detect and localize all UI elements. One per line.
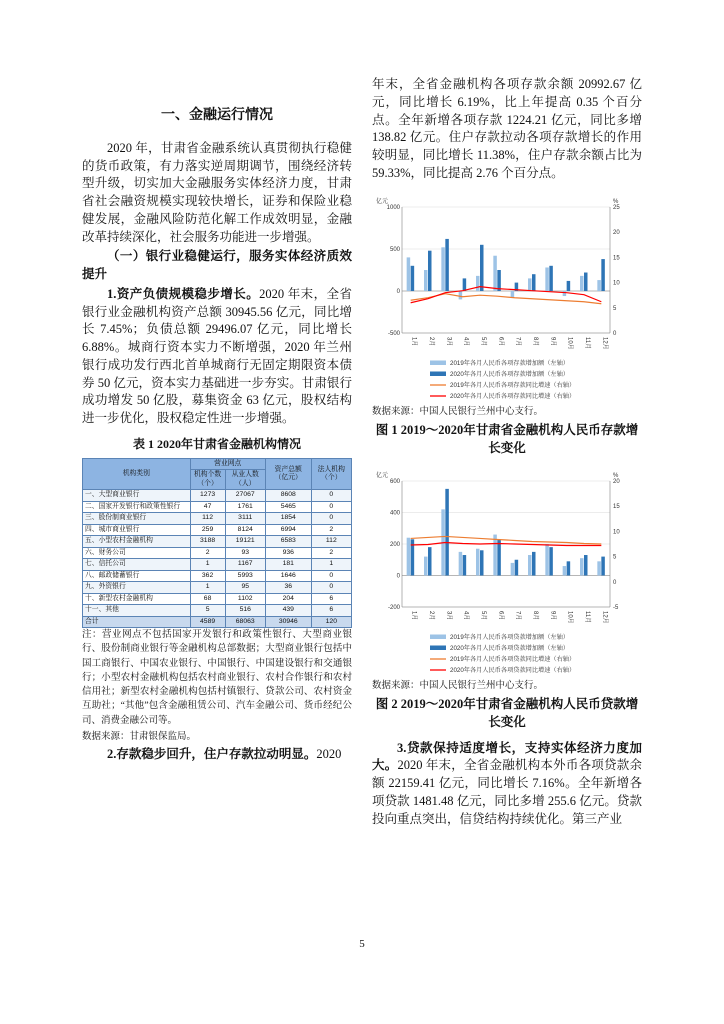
svg-text:3月: 3月: [445, 336, 452, 346]
row-value: 936: [265, 547, 311, 558]
row-value: 5: [190, 605, 225, 616]
paragraph-assets: [82, 286, 352, 428]
row-value: 112: [190, 513, 225, 524]
svg-text:2019年各月人民币各项存款同比增速（右轴）: 2019年各月人民币各项存款同比增速（右轴）: [450, 381, 576, 389]
row-value: 68: [190, 593, 225, 604]
svg-text:2月: 2月: [428, 611, 434, 621]
row-value: 181: [265, 559, 311, 570]
row-label: 一、大型商业银行: [83, 490, 191, 501]
row-value: 0: [311, 501, 351, 512]
paragraph-overview: 2020 年，甘肃省金融系统认真贯彻执行稳健的货币政策，有力落实逆周期调节，围绕经济转型升级，切实加大金融服务实体经济力度，甘肃省社会融资规模实现较快增长，证券和保险业稳健发展，金融风险防范化解工作成效明显，金融改革持续深化，社会服务功能进一步增强。: [82, 140, 352, 244]
svg-text:4月: 4月: [462, 611, 469, 621]
svg-text:-5: -5: [613, 605, 619, 611]
row-value: 68063: [225, 616, 265, 627]
table-row: [83, 513, 352, 524]
svg-text:5月: 5月: [480, 336, 486, 346]
paragraph-body: 2020 年末，全省银行业金融机构资产总额 30945.56 亿元，同比增长 7.45%；负债总额 29496.07 亿元，同比增长 6.88%。城商行资本实力不断增强，2020 年兰州银行成功发行西北首单城商行无固定期限资本债券 50 亿元，资本实力基础进一步夯实。甘肃银行成功增发 50 亿股，募集资金 63 亿元，股权结构进一步优化，股权稳定性进一步增强。: [82, 286, 352, 426]
svg-text:9月: 9月: [549, 336, 556, 346]
svg-text:10月: 10月: [566, 611, 573, 624]
svg-text:%: %: [613, 473, 619, 479]
row-value: 6994: [265, 524, 311, 535]
svg-text:200: 200: [389, 542, 400, 548]
svg-text:7月: 7月: [514, 336, 521, 346]
two-column-layout: [82, 76, 642, 830]
table-row: [83, 501, 352, 512]
svg-text:12月: 12月: [601, 336, 608, 350]
row-value: 0: [311, 582, 351, 593]
row-value: 439: [265, 605, 311, 616]
svg-text:9月: 9月: [549, 611, 556, 621]
institutions-table: [82, 458, 352, 628]
svg-text:10: 10: [613, 280, 620, 287]
paragraph-loans: [372, 740, 642, 829]
row-value: 0: [311, 513, 351, 524]
figure-loan-growth: [372, 469, 642, 732]
svg-text:8月: 8月: [532, 611, 538, 621]
row-value: 4589: [190, 616, 225, 627]
row-value: 5993: [225, 570, 265, 581]
svg-text:1000: 1000: [386, 204, 400, 211]
row-label: 九、外资银行: [83, 582, 191, 593]
col-header-count: 机构个数（个）: [190, 470, 225, 490]
row-value: 1761: [225, 501, 265, 512]
table-caption: 表 1 2020年甘肃省金融机构情况: [132, 436, 301, 451]
svg-text:2020年各月人民币各项存款增加额（左轴）: 2020年各月人民币各项存款增加额（左轴）: [450, 370, 569, 378]
row-value: 6: [311, 593, 351, 604]
row-value: 516: [225, 605, 265, 616]
row-label: 二、国家开发银行和政策性银行: [83, 501, 191, 512]
col-header-legal: 法人机构（个）: [311, 458, 351, 489]
table-row: [83, 490, 352, 501]
section-heading: 一、金融运行情况: [161, 108, 273, 123]
col-header-category: 机构类别: [83, 458, 191, 489]
table-row: [83, 524, 352, 535]
table-row: [83, 593, 352, 604]
svg-text:0: 0: [396, 573, 400, 580]
figure-caption: 图 2 2019～2020年甘肃省金融机构人民币贷款增长变化: [375, 697, 639, 730]
row-value: 112: [311, 536, 351, 547]
svg-text:5: 5: [613, 305, 617, 312]
row-value: 120: [311, 616, 351, 627]
row-value: 6: [311, 605, 351, 616]
svg-text:亿元: 亿元: [376, 473, 389, 479]
col-header-staff: 从业人数（人）: [225, 470, 265, 490]
row-value: 3111: [225, 513, 265, 524]
svg-text:2020年各月人民币各项存款同比增速（右轴）: 2020年各月人民币各项存款同比增速（右轴）: [450, 392, 576, 400]
table-source: 数据来源：甘肃银保监局。: [82, 731, 197, 742]
table-row: [83, 547, 352, 558]
paragraph-lead: 3.贷款保持适度增长，支持实体经济力度加大。: [372, 740, 642, 773]
col-header-network: 营业网点: [190, 458, 265, 469]
svg-text:2019年各月人民币各项存款增加额（左轴）: 2019年各月人民币各项存款增加额（左轴）: [450, 359, 569, 367]
paragraph-body: 2020: [316, 747, 342, 762]
svg-text:3月: 3月: [445, 611, 452, 621]
row-value: 1646: [265, 570, 311, 581]
paragraph-deposits-intro: [82, 746, 352, 764]
institutions-table-header: [83, 458, 352, 489]
subsection-heading: （一）银行业稳健运行，服务实体经济质效提升: [82, 249, 352, 282]
paragraph-deposits: 年末，全省金融机构各项存款余额 20992.67 亿元，同比增长 6.19%，比上年提高 0.35 个百分点。全年新增各项存款 1224.21 亿元，同比多增 138.82 亿元。住户存款拉动各项存款增长的作用较明显，同比增长 11.38%，住户存款余额占比为 59.33%，同比提高 2.76 个百分点。: [372, 77, 642, 180]
svg-text:400: 400: [389, 510, 400, 517]
table-note: 注：营业网点不包括国家开发银行和政策性银行、大型商业银行、股份制商业银行等金融机构总部数据；大型商业银行包括中国工商银行、中国农业银行、中国银行、中国建设银行和交通银行；小型农村金融机构包括农村商业银行、农村合作银行和农村信用社；新型农村金融机构包括村镇银行、贷款公司、农村资金互助社；“其他”包含金融租赁公司、汽车金融公司、货币经纪公司、消费金融公司等。: [82, 630, 352, 726]
svg-text:2020年各月人民币各项贷款同比增速（右轴）: 2020年各月人民币各项贷款同比增速（右轴）: [450, 667, 576, 674]
svg-text:-200: -200: [387, 605, 400, 611]
row-value: 93: [225, 547, 265, 558]
svg-text:600: 600: [389, 479, 400, 485]
svg-text:5月: 5月: [480, 611, 486, 621]
svg-text:10: 10: [613, 529, 620, 536]
row-label: 四、城市商业银行: [83, 524, 191, 535]
svg-text:5: 5: [613, 554, 617, 561]
svg-text:0: 0: [613, 579, 617, 586]
right-column: [372, 76, 642, 830]
svg-text:20: 20: [613, 479, 620, 485]
svg-text:7月: 7月: [514, 611, 521, 621]
table-row: [83, 605, 352, 616]
svg-text:2月: 2月: [428, 336, 434, 346]
svg-text:-500: -500: [387, 330, 400, 337]
figure-source: 数据来源：中国人民银行兰州中心支行。: [372, 406, 544, 417]
page-number: 5: [359, 938, 365, 950]
row-value: 27067: [225, 490, 265, 501]
paragraph-lead: 1.资产负债规模稳步增长。: [107, 286, 260, 301]
left-column: [82, 76, 352, 830]
svg-text:1月: 1月: [410, 611, 417, 621]
svg-text:%: %: [613, 198, 619, 205]
row-value: 47: [190, 501, 225, 512]
row-label: 合计: [83, 616, 191, 627]
svg-text:15: 15: [613, 504, 620, 511]
row-value: 259: [190, 524, 225, 535]
row-label: 五、小型农村金融机构: [83, 536, 191, 547]
svg-text:2020年各月人民币各项贷款增加额（左轴）: 2020年各月人民币各项贷款增加额（左轴）: [450, 645, 569, 652]
row-value: 30946: [265, 616, 311, 627]
figure-source: 数据来源：中国人民银行兰州中心支行。: [372, 681, 544, 691]
table-row: [83, 559, 352, 570]
loan-growth-chart: [372, 469, 642, 679]
paragraph-body: 2020 年末，全省金融机构本外币各项贷款余额 22159.41 亿元，同比增长 7.16%。全年新增各项贷款 1481.48 亿元，同比多增 255.6 亿元。贷款投向重点突出，信贷结构持续优化。第三产业: [372, 758, 642, 826]
row-label: 七、信托公司: [83, 559, 191, 570]
svg-text:0: 0: [396, 288, 400, 295]
row-value: 1: [190, 559, 225, 570]
institutions-table-body: [83, 490, 352, 628]
row-value: 1273: [190, 490, 225, 501]
row-value: 36: [265, 582, 311, 593]
paragraph-lead: 2.存款稳步回升，住户存款拉动明显。: [107, 747, 317, 762]
svg-text:12月: 12月: [601, 611, 608, 624]
svg-text:2019年各月人民币各项贷款同比增速（右轴）: 2019年各月人民币各项贷款同比增速（右轴）: [450, 656, 576, 663]
row-label: 十、新型农村金融机构: [83, 593, 191, 604]
row-value: 8124: [225, 524, 265, 535]
svg-text:25: 25: [613, 204, 620, 211]
svg-text:20: 20: [613, 229, 620, 236]
row-value: 95: [225, 582, 265, 593]
row-value: 6583: [265, 536, 311, 547]
svg-text:6月: 6月: [497, 611, 504, 621]
figure-caption: 图 1 2019～2020年甘肃省金融机构人民币存款增长变化: [375, 422, 639, 455]
svg-text:500: 500: [389, 246, 400, 253]
row-value: 0: [311, 490, 351, 501]
svg-text:10月: 10月: [566, 336, 573, 350]
row-value: 1167: [225, 559, 265, 570]
svg-text:8月: 8月: [532, 336, 538, 346]
figure-deposit-growth: [372, 195, 642, 458]
row-value: 1: [190, 582, 225, 593]
svg-text:6月: 6月: [497, 336, 504, 346]
svg-text:15: 15: [613, 254, 620, 261]
deposit-growth-chart: [372, 195, 642, 405]
row-label: 三、股份制商业银行: [83, 513, 191, 524]
row-label: 八、邮政储蓄银行: [83, 570, 191, 581]
row-value: 1854: [265, 513, 311, 524]
svg-text:0: 0: [613, 330, 617, 337]
row-value: 1102: [225, 593, 265, 604]
row-value: 2: [311, 524, 351, 535]
row-value: 204: [265, 593, 311, 604]
table-total-row: [83, 616, 352, 627]
row-label: 十一、其他: [83, 605, 191, 616]
col-header-assets: 资产总额（亿元）: [265, 458, 311, 489]
svg-text:亿元: 亿元: [376, 198, 389, 205]
svg-text:11月: 11月: [584, 336, 590, 349]
row-value: 19121: [225, 536, 265, 547]
row-label: 六、财务公司: [83, 547, 191, 558]
svg-text:11月: 11月: [584, 611, 590, 624]
table-row: [83, 536, 352, 547]
row-value: 0: [311, 570, 351, 581]
svg-text:1月: 1月: [410, 336, 417, 346]
row-value: 5465: [265, 501, 311, 512]
row-value: 362: [190, 570, 225, 581]
svg-text:4月: 4月: [462, 336, 469, 346]
table-row: [83, 570, 352, 581]
table-row: [83, 582, 352, 593]
row-value: 1: [311, 559, 351, 570]
row-value: 2: [311, 547, 351, 558]
row-value: 2: [190, 547, 225, 558]
svg-text:2019年各月人民币各项贷款增加额（左轴）: 2019年各月人民币各项贷款增加额（左轴）: [450, 634, 569, 641]
row-value: 8608: [265, 490, 311, 501]
row-value: 3188: [190, 536, 225, 547]
